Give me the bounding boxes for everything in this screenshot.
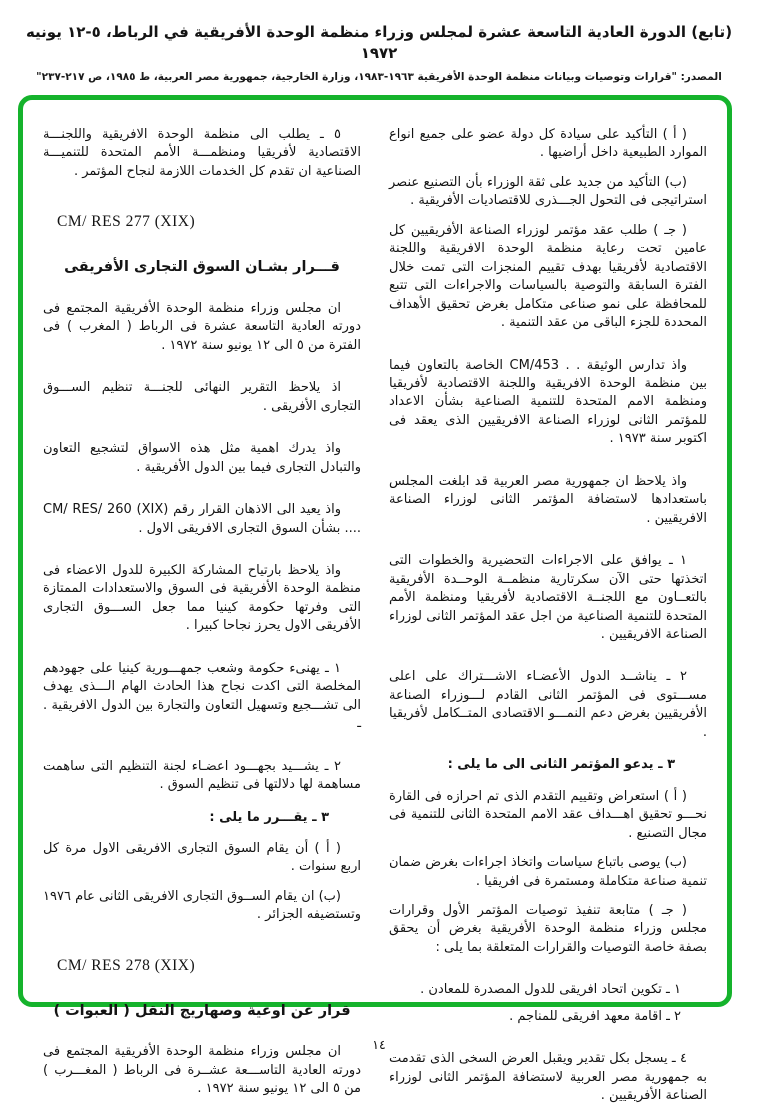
- paragraph: ٥ ـ يطلب الى منظمة الوحدة الافريقية واللجنـــة الاقتصادية لأفريقيا ومنظمـــة الأمم المتحدة للتنميـــة الصناعية ان تقدم كل الخدمات اللازمة لنجاح المؤتمر .: [43, 127, 361, 179]
- page-number: ١٤: [372, 1037, 386, 1052]
- resolution-title: قرار عن اوعية وصهاريج النقل ( العبوات ): [53, 1002, 351, 1019]
- resolution-reference: CM/ RES 278 (XIX): [57, 956, 196, 974]
- paragraph: ( جـ ) متابعة تنفيذ توصيات المؤتمر الأول وقرارات مجلس وزراء منظمة الوحدة الأفريقية بغرض أن يحقق بصفة خاصة التوصيات والقرارات المتعلقة بما يلى :: [389, 902, 707, 955]
- paragraph: ( أ ) أن يقام السوق التجارى الافريقى الاول مرة كل اربع سنوات .: [43, 841, 361, 875]
- resolution-title: قـــرار بشـان السوق التجارى الأفريقى: [64, 259, 340, 276]
- paragraph: ١ ـ تكوين اتحاد افريقى للدول المصدرة للمعادن .: [420, 982, 681, 998]
- paragraph: اذ يلاحظ التقرير النهائى للجنـــة تنظيم الســـوق التجارى الأفريقى .: [43, 380, 361, 414]
- page-header: [0, 22, 758, 85]
- paragraph: ( جـ ) طلب عقد مؤتمر لوزراء الصناعة الأفريقيين كل عامين تحت رعاية منظمة الوحدة الافريقية واللجنة الاقتصادية لأفريقيا بهدف تقييم المنجزات التى تمت خلال الفترة السابقة والتوصية بالسياسات والاجراءات التى تتبع للمحافظة على نمو صناعى متكامل بغرض تحقيق الأهداف المحددة للجزء الباقى من عقد التنمية .: [389, 222, 707, 331]
- paragraph: ١ ـ يهنىء حكومة وشعب جمهـــورية كينيا على جهودهم المخلصة التى اكدت نجاح هذا الحادث الهام الـــذى يهدف الى تشـــجيع وتسهيل التعاون والتجارة بين الدول الافريقية . ـ: [43, 660, 361, 732]
- column-left: [43, 126, 361, 1097]
- paragraph: (ب) يوصى باتباع سياسات واتخاذ اجراءات بغرض ضمان تنمية صناعة متكاملة ومستمرة فى افريقيا .: [389, 855, 707, 889]
- column-right: [389, 126, 707, 1104]
- paragraph: ٣ ـ يقـــرر ما يلى :: [209, 809, 329, 825]
- paragraph: ٢ ـ اقامة معهد افريقى للمناجم .: [509, 1008, 681, 1024]
- paragraph: ١ ـ يوافق على الاجراءات التحضيرية والخطوات التى اتخذتها حتى الآن سكرتارية منظمــة الوحــدة الأفريقية بالتعــاون مع اللجنــة الاقتصادية لأفريقيا ومنظمة الأمم المتحدة للتنمية الصناعية من اجل عقد المؤتمر الثانى لوزراء الصناعة الافريقيين .: [389, 553, 707, 642]
- paragraph: واذ يلاحظ ان جمهورية مصر العربية قد ابلغت المجلس باستعدادها لاستضافة المؤتمر الثانى لوزراء الصناعة الافريقيين .: [389, 473, 707, 526]
- paragraph: واذ تدارس الوثيقة . . CM/453 الخاصة بالتعاون فيما بين منظمة الوحدة الافريقية واللجنة الاقتصادية لأفريقيا ومنظمة الامم المتحدة للتنمية الصناعية بشأن الاعداد للمؤتمر الثانى لوزراء الصناعة الافريقيين الذى يعقد فى اكتوبر سنة ١٩٧٣ .: [389, 357, 707, 447]
- paragraph: ان مجلس وزراء منظمة الوحدة الأفريقية المجتمع فى دورته العادية التاسعة عشرة فى الرباط ( المغرب ) فى الفترة من ٥ الى ١٢ يونيو سنة ١٩٧٢ .: [43, 300, 361, 353]
- paragraph: (ب) التأكيد من جديد على ثقة الوزراء بأن التصنيع عنصر استراتيجى فى التحول الجـــذرى للاقتصاديات الأفريقية .: [389, 174, 707, 209]
- resolution-reference: CM/ RES 277 (XIX): [57, 213, 196, 231]
- session-title: (تابع) الدورة العادية التاسعة عشرة لمجلس وزراء منظمة الوحدة الأفريقية في الرباط، ٥-١٢ يونيه ١٩٧٢: [25, 23, 733, 62]
- paragraph: ان مجلس وزراء منظمة الوحدة الأفريقية المجتمع فى دورته العادية التاســـعة عشــرة فى الرباط ( المغـــرب ) من ٥ الى ١٢ يونيو سنة ١٩٧٢ .: [43, 1044, 361, 1097]
- source-citation: المصدر: "قرارات وتوصيات وبيانات منظمة الوحدة الأفريقية ١٩٦٣-١٩٨٣، وزارة الخارجية، جمهورية مصر العربية، ط ١٩٨٥، ص ٢١٧-٢٣٧": [36, 71, 722, 83]
- paragraph: ( أ ) التأكيد على سيادة كل دولة عضو على جميع انواع الموارد الطبيعية داخل أراضيها .: [389, 127, 707, 161]
- paragraph: ٢ ـ يشـــيد بجهـــود اعضـاء لجنة التنظيم التى ساهمت مساهمة لها دلالتها فى تنظيم السوق .: [43, 758, 361, 793]
- paragraph: ٤ ـ يسجل بكل تقدير ويقبل العرض السخى الذى تقدمت به جمهورية مصر العربية لاستضافة المؤتمر الثانى لوزراء الصناعة الأفريقيين .: [389, 1051, 707, 1104]
- paragraph: ٣ ـ يدعو المؤتمر الثانى الى ما يلى :: [447, 757, 675, 773]
- paragraph: ٢ ـ يناشــد الدول الأعضـاء الاشـــتراك على اعلى مســـتوى فى المؤتمر الثانى القادم لـــوزراء الصناعة الأفريقيين بغرض دعم النمـــو الاقتصادى المتــكامل لأفريقيا .: [389, 669, 707, 740]
- paragraph: ( أ ) استعراض وتقييم التقدم الذى تم احرازه فى القارة نحـــو تحقيق اهـــداف عقد الامم المتحدة الثانى للتنمية فى مجال التصنيع .: [389, 788, 707, 841]
- paragraph: واذ يدرك اهمية مثل هذه الاسواق لتشجيع التعاون والتبادل التجارى فيما بين الدول الأفريقية .: [43, 441, 361, 475]
- paragraph: (ب) ان يقام الســوق التجارى الافريقى الثانى عام ١٩٧٦ وتستضيفه الجزائر .: [43, 888, 361, 923]
- paragraph: واذ يلاحظ بارتياح المشاركة الكبيرة للدول الاعضاء فى منظمة الوحدة الأفريقية فى السوق والاستعدادات الممتازة التى وفرتها حكومة كينيا مما جعل الســـوق التجارى الأفريقى الاول يحرز نجاحا كبيرا .: [43, 563, 361, 634]
- paragraph: واذ يعيد الى الاذهان القرار رقم CM/ RES/ 260 (XIX) .... بشأن السوق التجارى الافريقى الاول .: [43, 502, 361, 536]
